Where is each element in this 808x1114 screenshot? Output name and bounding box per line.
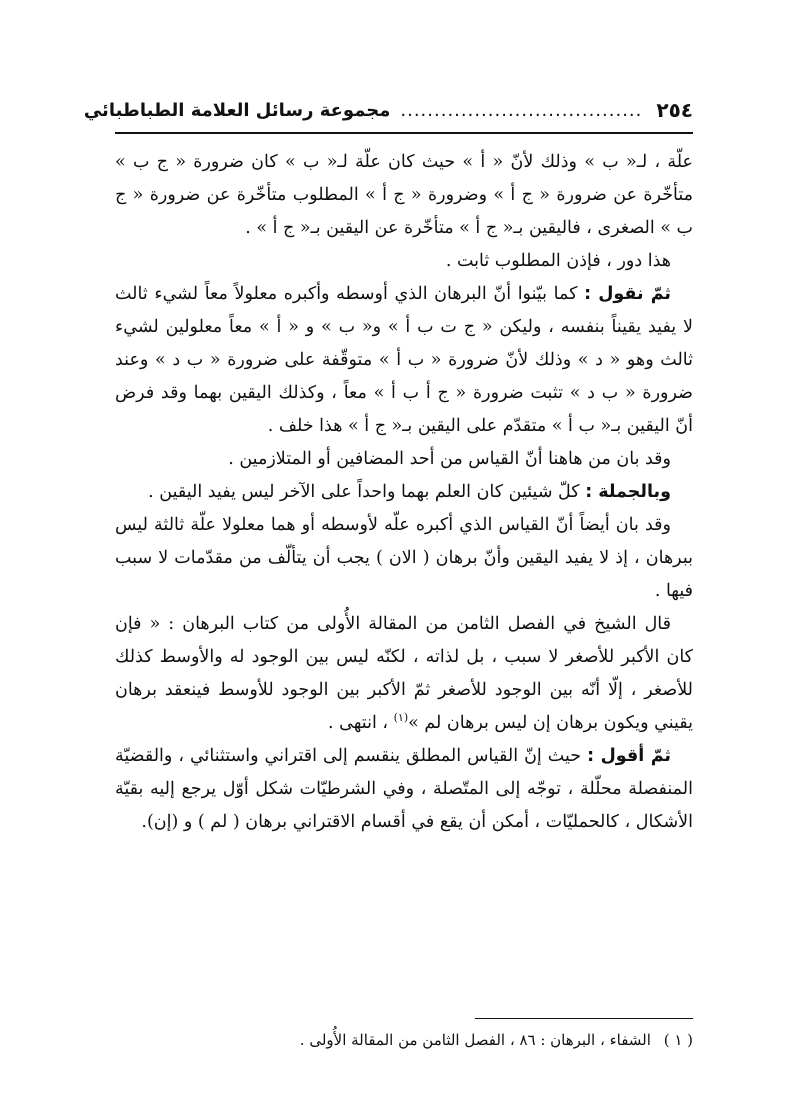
header-leader-dots: ....................................	[400, 99, 643, 121]
footnote-text: الشفاء ، البرهان : ٨٦ ، الفصل الثامن من المقالة الأُولى .	[299, 1031, 651, 1049]
paragraph-text: علّة ، لـ« ب » وذلك لأنّ « أ » حيث كان علّة لـ« ب » كان ضرورة « ج ب » متأخّرة عن ضرورة « ج أ » وضرورة « ج أ » المطلوب متأخّرة عن ضرورة « ج ب » الصغرى ، فاليقين بـ« ج أ » متأخّرة عن اليقين بـ« ج أ » .	[115, 152, 693, 238]
paragraph-lead: وبالجملة :	[585, 482, 671, 502]
paragraph-4	[115, 443, 693, 476]
paragraph-text: قال الشيخ في الفصل الثامن من المقالة الأُولى من كتاب البرهان : « فإن كان الأكبر للأصغر لا سبب ، بل لذاته ، لكنّه ليس بين الوجود له والأوسط كذلك للأصغر ، إلّا أنّه بين الوجود للأصغر ثمّ الأكبر بين الوجود للأوسط فينعقد برهان يقيني ويكون برهان إن ليس برهان لم »	[115, 614, 693, 733]
paragraph-8	[115, 740, 693, 839]
paragraph-2	[115, 245, 693, 278]
header-rule	[115, 132, 693, 134]
paragraph-3	[115, 278, 693, 443]
paragraph-1	[115, 146, 693, 245]
paragraph-text: كلّ شيئين كان العلم بهما واحداً على الآخر ليس يفيد اليقين .	[148, 482, 586, 502]
paragraph-text: هذا دور ، فإذن المطلوب ثابت .	[445, 251, 671, 271]
footnote	[115, 1027, 693, 1053]
footnote-reference[interactable]: (١)	[393, 711, 409, 725]
paragraph-7	[115, 608, 693, 740]
paragraph-text: وقد بان أيضاً أنّ القياس الذي أكبره علّه لأوسطه أو هما معلولا علّة ثالثة ليس ببرهان ، إذ لا يفيد اليقين وأنّ برهان ( الان ) يجب أن يتألّف من مقدّمات لا سبب فيها .	[115, 515, 693, 601]
page-number: ٢٥٤	[656, 98, 693, 122]
paragraph-text: كما بيّنوا أنّ البرهان الذي أوسطه وأكبره معلولاً معاً لشيء ثالث لا يفيد يقيناً بنفسه ، وليكن « ج ت ب أ » و« ب » و « أ » معاً معلولين لشيء ثالث وهو « د » وذلك لأنّ ضرورة « ب أ » متوقّفة على ضرورة « ب د » وعند ضرورة « ب د » تثبت ضرورة « ج أ ب أ » معاً ، وكذلك اليقين بهما وقد فرض أنّ اليقين بـ« ب أ » متقدّم على اليقين بـ« ج أ » هذا خلف .	[115, 284, 693, 436]
paragraph-lead: ثمّ أقول :	[587, 746, 671, 766]
footnote-rule	[475, 1018, 693, 1019]
paragraph-text: حيث إنّ القياس المطلق ينقسم إلى اقتراني واستثنائي ، والقضيّة المنفصلة محلّلة ، توجّه إلى المتّصلة ، وفي الشرطيّات شكل أوّل يرجع إليه بقيّة الأشكال ، كالحمليّات ، أمكن أن يقع في أقسام الاقتراني برهان ( لم ) و (إن).	[115, 746, 693, 832]
footnote-number: ( ١ )	[663, 1031, 693, 1049]
paragraph-5	[115, 476, 693, 509]
paragraph-lead: ثمّ نقول :	[584, 284, 671, 304]
body-text	[115, 146, 693, 839]
paragraph-text: وقد بان من هاهنا أنّ القياس من أحد المضافين أو المتلازمين .	[228, 449, 671, 469]
paragraph-text-tail: ، انتهى .	[328, 713, 394, 733]
page-header	[83, 92, 693, 128]
paragraph-6	[115, 509, 693, 608]
book-title: مجموعة رسائل العلامة الطباطبائي	[83, 99, 391, 121]
